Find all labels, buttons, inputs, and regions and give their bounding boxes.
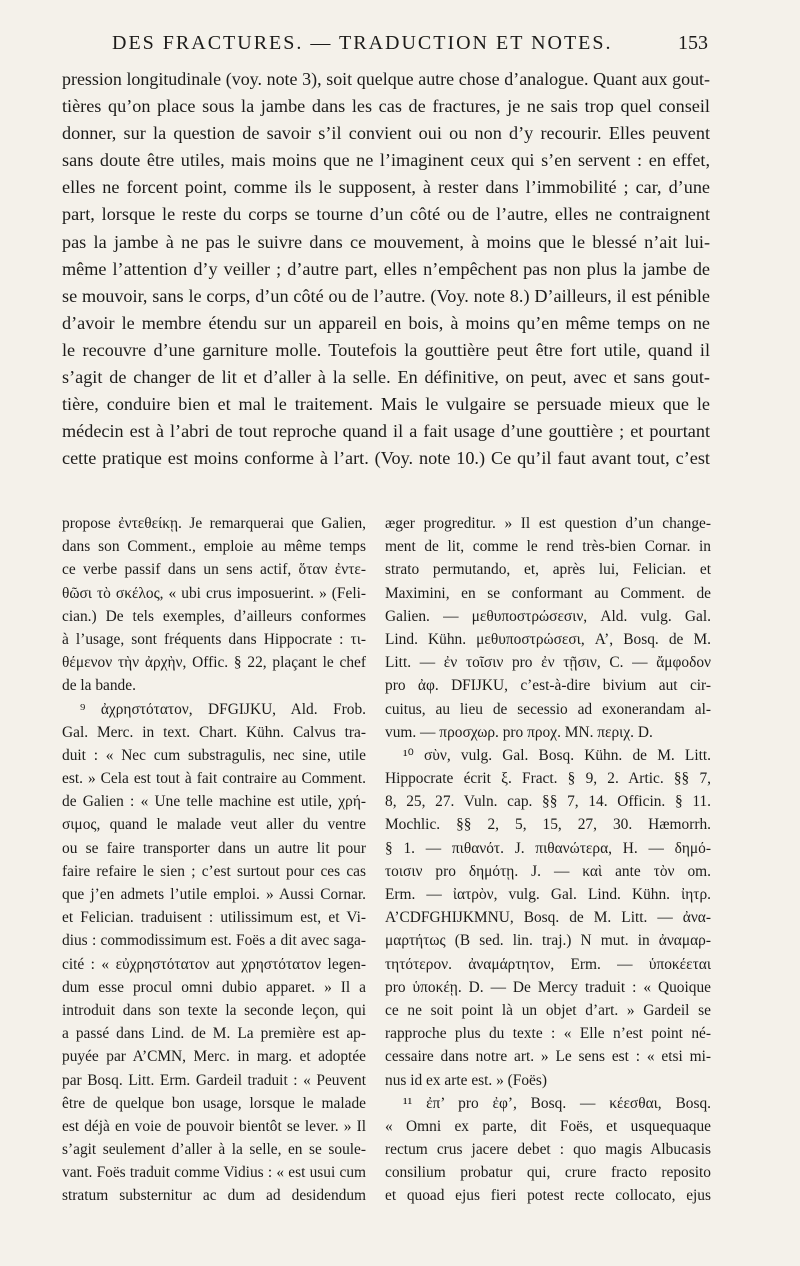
note-line: a passé dans Lind. de M. La première est ap-: [62, 1025, 366, 1043]
note-line: μαρτήτως (B sed. lin. traj.) N mut. in ἀναμαρ-: [385, 932, 711, 950]
notes-left-column: [62, 512, 366, 1208]
note-line: Galien. — μεθυποστρώσεσιν, Ald. vulg. Gal.: [385, 607, 711, 625]
note-line: stratum substernitur ac dum ad desidendum: [62, 1187, 366, 1205]
note-line: A’CDFGHIJKMNU, Bosq. de M. Litt. — ἀνα-: [385, 909, 711, 927]
note-line: de Galien : « Une telle machine est utile, χρή-: [62, 793, 366, 811]
note-line: Mochlic. §§ 2, 5, 15, 27, 30. Hæmorrh.: [385, 816, 711, 834]
note-line: vum. — προσχωρ. pro προχ. MN. περιχ. D.: [385, 723, 653, 741]
note-line: rectum crus jacere debet : quo magis Albucasis: [385, 1141, 711, 1159]
note-line: ce ne soit point là un objet d’art. » Gardeil se: [385, 1001, 711, 1019]
main-line: même l’attention d’y veiller ; d’autre part, elles n’empêchent pas non plus la jambe de: [62, 258, 710, 279]
note-line: θῶσι τὸ σκέλος, « ubi crus imposuerint. » (Feli-: [62, 584, 366, 602]
note-line: 8, 25, 27. Vuln. cap. §§ 7, 14. Officin. § 11.: [385, 793, 711, 811]
note-line: ¹¹ ἐπ’ pro ἐφ’, Bosq. — κέεσθαι, Bosq.: [403, 1094, 711, 1112]
main-line: tière, conduire bien et mal le traitement. Mais le vulgaire se persuade mieux que le: [62, 394, 710, 415]
note-line: et quoad ejus fieri potest recte collocato, ejus: [385, 1187, 711, 1205]
page-number: 153: [678, 32, 708, 54]
main-line: pas la jambe à ne pas le suivre dans ce mouvement, à moins que le blessé n’ait lui-: [62, 231, 710, 252]
note-line: ¹⁰ σὺν, vulg. Gal. Bosq. Kühn. de M. Litt.: [403, 746, 711, 764]
main-text: [62, 66, 710, 472]
main-line: part, lorsque le reste du corps se tourne d’un côté ou de l’autre, elles ne contraignent: [62, 204, 710, 225]
note-line: ment de lit, comme le rend très-bien Cornar. in: [385, 538, 711, 556]
note-line: Maximini, en se conformant au Comment. de: [385, 584, 711, 602]
note-line: pro ὑποκέῃ. D. — De Mercy traduit : « Quoique: [385, 978, 711, 996]
note-line: faire refaire le sien ; c’est surtout pour ces cas: [62, 862, 366, 880]
note-line: cité : « εὐχρηστότατον aut χρηστότατον legen-: [62, 955, 366, 973]
main-line: tières qu’on place sous la jambe dans les cas de fractures, je ne sais trop quel conseil: [62, 96, 710, 117]
main-line: s’agit de changer de lit et d’aller à la selle. En définitive, on peut, avec et sans gout-: [62, 367, 710, 388]
header-title: DES FRACTURES. — TRADUCTION ET NOTES.: [112, 32, 613, 54]
note-line: cessaire dans notre art. » Le sens est : « etsi mi-: [385, 1048, 711, 1066]
note-line: est. » Cela est tout à fait contraire au Comment.: [62, 770, 366, 788]
notes-right-column: [385, 512, 711, 1208]
note-line: rapproche plus du texte : « Elle n’est point né-: [385, 1025, 711, 1043]
note-line: à l’usage, sont fréquents dans Hippocrate : τι-: [62, 630, 366, 648]
note-line: ou se faire transporter dans un autre lit pour: [62, 839, 366, 857]
main-line: médecin est à l’abri de tout reproche quand il a fait usage d’une gouttière ; et pourtant: [62, 421, 710, 442]
main-line: sans doute être utiles, mais moins que ne l’imaginent ceux qui s’en servent : en effet,: [62, 150, 710, 171]
main-line: pression longitudinale (voy. note 3), soit quelque autre chose d’analogue. Quant aux gout-: [62, 69, 710, 89]
note-line: Gal. Merc. in text. Chart. Kühn. Calvus tra-: [62, 723, 366, 741]
note-line: ce verbe passif dans un sens actif, ὅταν ἐντε-: [62, 561, 366, 579]
note-line: § 1. — πιθανότ. J. πιθανώτερα, H. — δημό-: [385, 839, 711, 857]
note-line: strato permutando, et, après lui, Felician. et: [385, 561, 711, 579]
main-line: cette pratique est moins conforme à l’art. (Voy. note 10.) Ce qu’il faut avant tout, c’est: [62, 448, 710, 469]
note-line: Litt. — ἐν τοῖσιν pro ἐν τῇσιν, C. — ἄμφοδον: [385, 654, 711, 672]
note-line: « Omni ex parte, dit Foës, et usquequaque: [385, 1117, 711, 1135]
note-line: est déjà en voie de pouvoir bientôt se lever. » Il: [62, 1117, 366, 1135]
note-line: Erm. — ἰατρὸν, vulg. Gal. Lind. Kühn. ἰητρ.: [385, 886, 711, 903]
main-line: le recouvre d’une garniture molle. Toutefois la gouttière peut être fort utile, quand il: [62, 339, 710, 360]
note-line: dans son Comment., emploie au même temps: [62, 538, 366, 556]
note-line: τητότερον. ἀναμάρτητον, Erm. — ὑποκέεται: [385, 955, 711, 973]
note-line: θέμενον τὴν ἀρχὴν, Offic. § 22, plaçant le chef: [62, 654, 366, 672]
note-line: et Felician. traduisent : utilissimum est, et Vi-: [62, 909, 366, 927]
note-line: σιμος, quand le malade veut aller du ventre: [62, 816, 366, 834]
note-line: cian.) De tels exemples, d’ailleurs conformes: [62, 607, 366, 625]
note-line: par Bosq. Litt. Erm. Gardeil traduit : « Peuvent: [62, 1071, 366, 1089]
note-line: pro ἀφ. DFIJKU, c’est-à-dire bivium aut cir-: [385, 677, 711, 695]
note-line: Lind. Kühn. μεθυποστρώσεσι, A’, Bosq. de M.: [385, 630, 711, 648]
note-line: de la bande.: [62, 677, 136, 695]
note-line: dum esse procul omni dubio apparet. » Il a: [62, 978, 366, 996]
main-line: elles ne forcent point, comme ils le supposent, à rester dans l’immobilité ; car, d’une: [62, 177, 710, 198]
note-line: consilium probatur qui, crure fracto reposito: [385, 1164, 711, 1182]
note-line: puyée par A’CMN, Merc. in marg. et adoptée: [62, 1048, 366, 1066]
main-line: donner, sur la question de savoir s’il convient oui ou non d’y recourir. Elles peuvent: [62, 123, 710, 144]
note-line: æger progreditur. » Il est question d’un change-: [385, 515, 711, 532]
note-line: propose ἐντεθείκῃ. Je remarquerai que Galien,: [62, 515, 366, 532]
note-line: que j’en admets l’utile emploi. » Aussi Cornar.: [62, 886, 366, 903]
note-line: duit : « Nec cum substragulis, nec sine, utile: [62, 746, 366, 764]
running-header: [112, 28, 708, 58]
main-line: d’avoir le membre étendu sur un appareil en bois, à moins qu’en même temps on ne: [62, 312, 710, 333]
note-line: être de quelque bon usage, lorsque le malade: [62, 1094, 366, 1112]
note-line: ⁹ ἀχρηστότατον, DFGIJKU, Ald. Frob.: [80, 700, 366, 718]
note-line: introduit dans son texte la seconde leçon, qui: [62, 1001, 366, 1019]
note-line: cuitus, au lieu de secessio ad exonerandam al-: [385, 700, 711, 718]
note-line: nus id ex arte est. » (Foës): [385, 1071, 547, 1089]
note-line: Hippocrate écrit ξ. Fract. § 9, 2. Artic. §§ 7,: [385, 770, 711, 788]
note-line: τοισιν pro δημότῃ. J. — καὶ ante τὸν om.: [385, 862, 711, 880]
main-line: se mouvoir, sans le corps, d’un côté ou de l’autre. (Voy. note 8.) D’ailleurs, il est pénible: [62, 285, 710, 306]
note-line: s’agit seulement d’aller à la selle, en se soule-: [62, 1141, 366, 1159]
note-line: dius : commodissimum est. Foës a dit avec saga-: [62, 932, 366, 950]
note-line: vant. Foës traduit comme Vidius : « est usui cum: [62, 1164, 366, 1182]
